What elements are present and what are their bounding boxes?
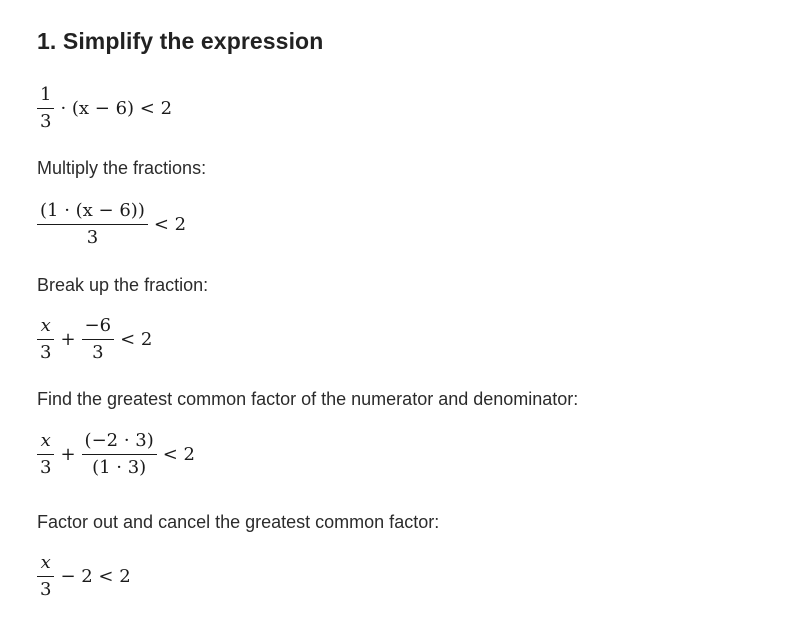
math-expression-original [37,86,172,131]
step-text-3: Find the greatest common factor of the numerator and denominator: [37,389,579,409]
fraction-numerator: 1 [40,84,52,105]
math-expression-result [37,554,131,599]
fraction-denominator: (1 · 3) [82,454,157,477]
fraction [82,317,115,362]
math-rest: < 2 [153,214,187,235]
fraction [37,317,54,362]
fraction-numerator: −6 [84,315,112,336]
math-rest: < 2 [120,329,153,350]
fraction [82,432,157,477]
fraction-denominator: 3 [37,454,54,477]
fraction [37,202,148,247]
fraction [37,554,54,599]
step-text-1: Multiply the fractions: [37,158,207,178]
fraction-numerator: x [40,315,51,336]
math-rest: < 2 [162,444,196,465]
fraction-denominator: 3 [37,108,54,131]
fraction-denominator: 3 [37,339,54,362]
math-expression-multiplied [37,202,186,247]
fraction-denominator: 3 [37,576,54,599]
math-rest: − 2 < 2 [60,566,131,587]
fraction-denominator: 3 [37,224,148,247]
plus-operator: + [60,444,76,465]
math-expression-gcf [37,432,195,477]
page-title: 1. Simplify the expression [37,28,324,54]
step-text-4: Factor out and cancel the greatest common factor: [37,512,440,532]
fraction [37,432,54,477]
math-expression-split [37,317,152,362]
fraction-numerator: (1 · (x − 6)) [40,200,145,221]
math-rest: · (x − 6) < 2 [60,98,173,119]
step-text-2: Break up the fraction: [37,275,209,295]
fraction-denominator: 3 [82,339,115,362]
fraction-numerator: (−2 · 3) [84,430,154,451]
plus-operator: + [60,329,76,350]
fraction [37,86,54,131]
fraction-numerator: x [40,430,51,451]
fraction-numerator: x [40,552,51,573]
page [37,0,800,635]
